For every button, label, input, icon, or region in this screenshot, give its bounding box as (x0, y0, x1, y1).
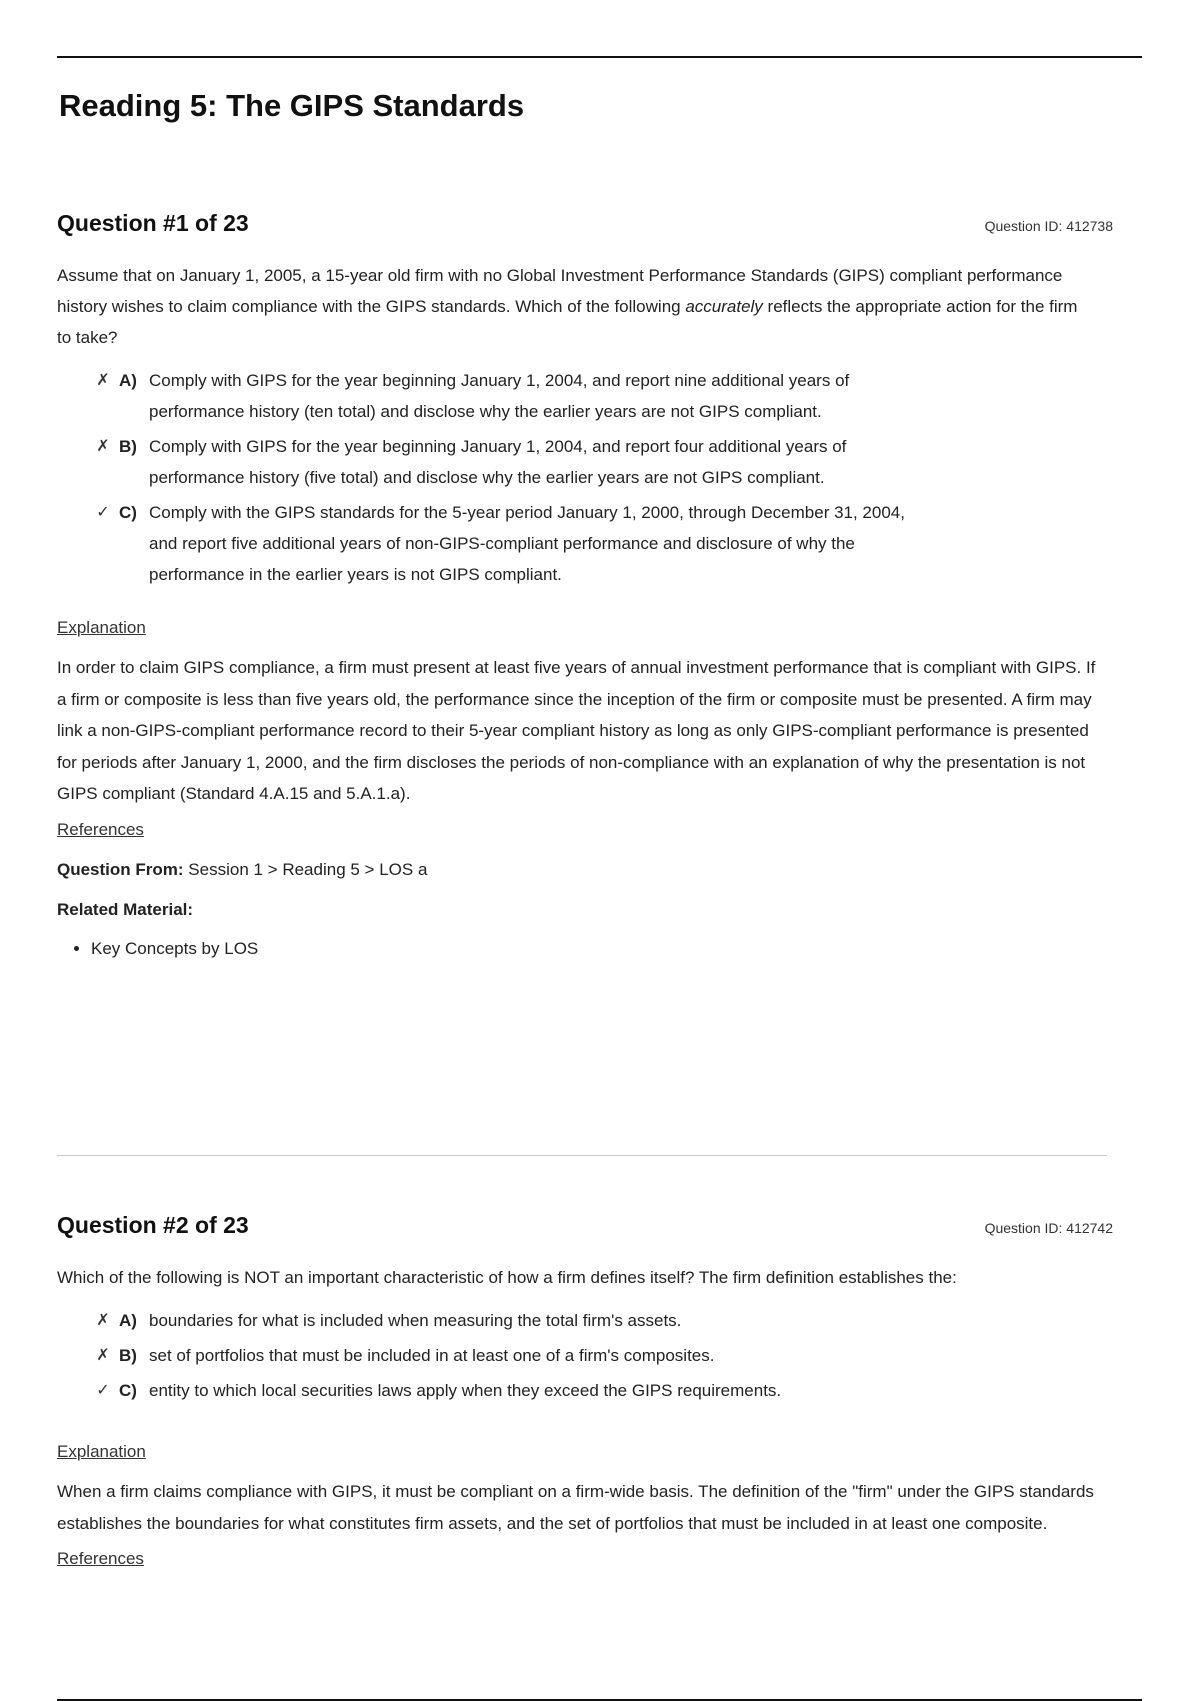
answer-text: set of portfolios that must be included in at least one of a firm's composites. (149, 1346, 715, 1365)
key-concepts-link[interactable]: Key Concepts by LOS (91, 938, 259, 958)
incorrect-icon: ✗ (96, 1312, 110, 1329)
answer-letter: B) (119, 437, 137, 456)
question-from (57, 860, 1107, 880)
section-divider (57, 1155, 1107, 1156)
incorrect-icon: ✗ (96, 438, 110, 455)
answer-list (57, 365, 1107, 590)
answer-text: Comply with GIPS for the year beginning January 1, 2004, and report nine additional years of performance history (ten total) and disclose why the earlier years are not GIPS compliant. (149, 371, 850, 421)
question-1 (57, 210, 1113, 962)
answer-text: boundaries for what is included when measuring the total firm's assets. (149, 1311, 682, 1330)
answer-text: Comply with GIPS for the year beginning January 1, 2004, and report four additional years of performance history (five total) and disclose why the earlier years are not GIPS compliant. (149, 437, 847, 487)
answer-text: entity to which local securities laws apply when they exceed the GIPS requirements. (149, 1381, 782, 1400)
answer-option-b (57, 1340, 1049, 1371)
explanation-link[interactable]: Explanation (57, 1442, 146, 1461)
correct-check-icon: ✓ (96, 1382, 110, 1399)
question-from-label: Question From: (57, 859, 184, 879)
question-id: Question ID: 412738 (984, 218, 1113, 234)
question-header (57, 210, 1113, 240)
explanation-text: In order to claim GIPS compliance, a firm must present at least five years of annual investment performance that is compliant with GIPS. If a firm or composite is less than five years old, the performance since the inception of the firm or composite must be presented. A firm may link a non-GIPS-compliant performance record to their 5-year compliant history as long as only GIPS-compliant performance is presented for periods after January 1, 2000, and the firm discloses the periods of non-compliance with an explanation of why the presentation is not GIPS compliant (Standard 4.A.15 and 5.A.1.a). (57, 658, 1096, 803)
answer-text: Comply with the GIPS standards for the 5-year period January 1, 2000, through December 31, 2004, and report five additional years of non-GIPS-compliant performance and disclosure of why the performance in the earlier years is not GIPS compliant. (149, 503, 905, 584)
answer-option-a (57, 365, 929, 427)
top-rule (57, 56, 1142, 58)
answer-letter: A) (119, 1311, 137, 1330)
question-id: Question ID: 412742 (984, 1220, 1113, 1236)
references-link[interactable]: References (57, 1549, 144, 1568)
question-stem: Which of the following is NOT an important characteristic of how a firm defines itself? The firm definition establishes the: (57, 1268, 957, 1287)
stem-text-start: Assume that on January 1, 2005, a 15-year old firm with no Global Investment Performance Standards (GIPS) compliant performance history wishes to claim compliance with the GIPS standards. Which of the following (57, 266, 1063, 316)
question-title: Question #2 of 23 (57, 1212, 249, 1238)
question-2 (57, 1212, 1113, 1569)
explanation-link[interactable]: Explanation (57, 618, 146, 637)
answer-option-c (57, 497, 929, 590)
answer-letter: C) (119, 1381, 137, 1400)
answer-list (57, 1305, 1107, 1406)
incorrect-icon: ✗ (96, 1347, 110, 1364)
references-link[interactable]: References (57, 819, 144, 839)
page-title: Reading 5: The GIPS Standards (59, 88, 525, 123)
question-title: Question #1 of 23 (57, 210, 249, 236)
incorrect-icon: ✗ (96, 372, 110, 389)
answer-option-c (57, 1375, 1049, 1406)
answer-letter: B) (119, 1346, 137, 1365)
related-material-label: Related Material: (57, 899, 194, 919)
correct-check-icon: ✓ (96, 504, 110, 521)
question-from-value: Session 1 > Reading 5 > LOS a (188, 859, 428, 879)
question-stem (57, 260, 1087, 353)
related-material-list (57, 936, 1107, 962)
related-material-item (91, 936, 1107, 962)
answer-option-a (57, 1305, 1049, 1336)
question-header (57, 1212, 1113, 1242)
explanation-text: When a firm claims compliance with GIPS, it must be compliant on a firm-wide basis. The definition of the "firm" under the GIPS standards establishes the boundaries for what constitutes firm assets, and the set of portfolios that must be included in at least one composite. (57, 1482, 1094, 1533)
stem-emphasis: accurately (685, 297, 763, 316)
answer-letter: A) (119, 371, 137, 390)
answer-option-b (57, 431, 929, 493)
stem-text-end: reflects the appropriate action for the firm to take? (57, 297, 1078, 347)
answer-letter: C) (119, 503, 137, 522)
